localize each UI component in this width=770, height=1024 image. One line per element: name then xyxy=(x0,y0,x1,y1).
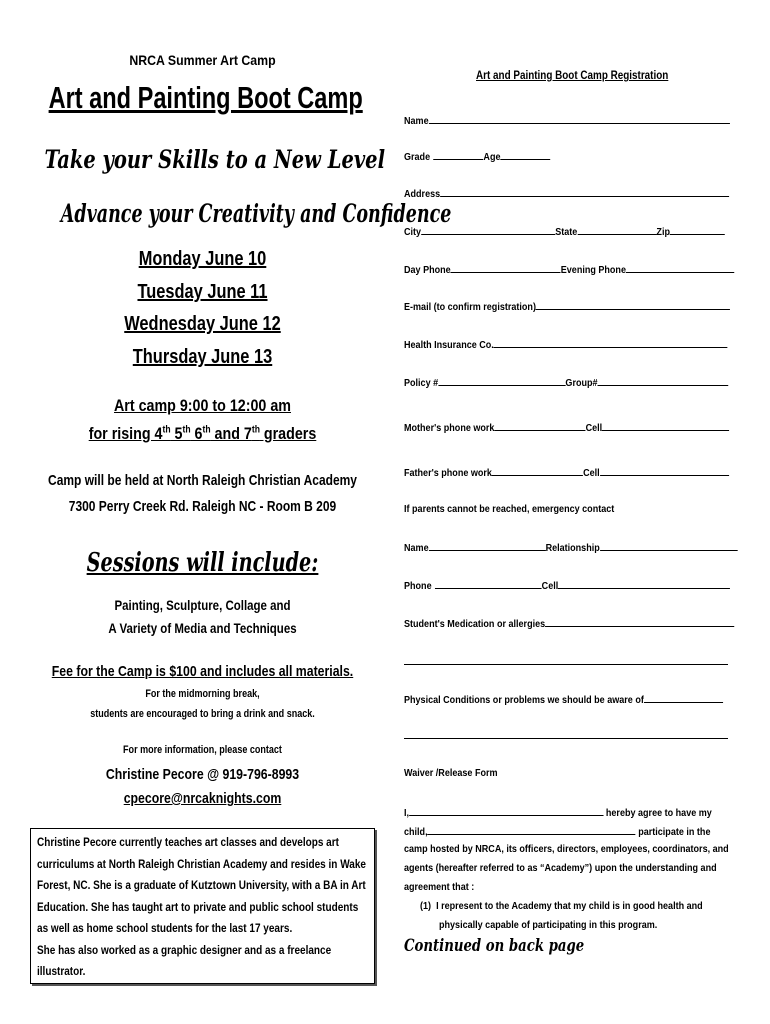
waiver-i-label: I, xyxy=(404,807,410,819)
waiver-item-1-line2: physically capable of participating in this program. xyxy=(439,919,658,931)
page-title: Art and Painting Boot Camp xyxy=(48,80,363,115)
medication-row xyxy=(404,616,734,630)
physical-field[interactable] xyxy=(644,692,723,703)
mother-work-label: Mother's phone work xyxy=(404,422,495,434)
camp-time: Art camp 9:00 to 12:00 am xyxy=(113,396,291,415)
name-label: Name xyxy=(404,115,429,127)
grades-6: 6 xyxy=(190,424,203,443)
father-cell-field[interactable] xyxy=(600,465,729,476)
waiver-item-1 xyxy=(420,900,703,912)
grades-th-3: th xyxy=(202,424,211,436)
address-label: Address xyxy=(404,188,441,200)
grades-and: and 7 xyxy=(210,424,252,443)
address-row xyxy=(404,186,729,200)
state-label: State xyxy=(555,226,578,238)
break-line1: For the midmorning break, xyxy=(145,688,260,700)
instructor-bio-box xyxy=(30,828,375,984)
medication-field[interactable] xyxy=(545,616,734,627)
waiver-title: Waiver /Release Form xyxy=(404,767,498,779)
father-work-field[interactable] xyxy=(492,465,583,476)
grade-field[interactable] xyxy=(434,149,484,160)
break-line2: students are encouraged to bring a drink and snack. xyxy=(90,708,315,720)
physical-line-2[interactable] xyxy=(404,738,728,739)
date-thursday: Thursday June 13 xyxy=(132,346,273,368)
grades-line xyxy=(32,424,372,444)
age-field[interactable] xyxy=(500,149,550,160)
waiver-line-1-end: hereby agree to have my xyxy=(603,807,712,819)
policy-field[interactable] xyxy=(438,375,565,386)
father-work-label: Father's phone work xyxy=(404,467,492,479)
physical-label: Physical Conditions or problems we should be aware of xyxy=(404,694,644,706)
mother-cell-label: Cell xyxy=(585,422,603,434)
emergency-phone-field[interactable] xyxy=(435,578,542,589)
waiver-line-1 xyxy=(404,805,712,819)
city-state-zip-row xyxy=(404,224,725,238)
bio-line: curriculums at North Raleigh Christian Academy and resides in Wake xyxy=(37,858,366,871)
city-label: City xyxy=(404,226,422,238)
state-field[interactable] xyxy=(577,224,656,235)
emergency-name-row xyxy=(404,540,737,554)
emergency-cell-label: Cell xyxy=(541,580,559,592)
bio-line: Education. She has taught art to private and public school students xyxy=(37,901,359,914)
evening-phone-field[interactable] xyxy=(626,262,734,273)
emergency-phone-row xyxy=(404,578,730,592)
grades-5: 5 xyxy=(170,424,183,443)
medication-label: Student's Medication or allergies xyxy=(404,618,546,630)
mother-work-field[interactable] xyxy=(494,420,585,431)
evening-phone-label: Evening Phone xyxy=(560,264,626,276)
emergency-name-label: Name xyxy=(404,542,429,554)
bio-line: Christine Pecore currently teaches art classes and develops art xyxy=(37,837,339,849)
bio-line: She has also worked as a graphic designer and as a freelance xyxy=(37,944,332,957)
phone-row xyxy=(404,262,734,276)
email-field[interactable] xyxy=(536,299,730,310)
info-line: For more information, please contact xyxy=(123,744,282,756)
grades-prefix: for rising 4 xyxy=(88,424,163,443)
grades-th-1: th xyxy=(162,424,171,436)
mother-phone-row xyxy=(404,420,729,434)
grade-label: Grade xyxy=(404,151,431,163)
sessions-line1: Painting, Sculpture, Collage and xyxy=(114,597,291,613)
group-label: Group# xyxy=(565,377,598,389)
grades-th-4: th xyxy=(251,424,260,436)
location-line2: 7300 Perry Creek Rd. Raleigh NC - Room B 209 xyxy=(68,498,337,515)
bio-line: as well as home school students for the last 17 years. xyxy=(37,923,293,935)
child-name-field[interactable] xyxy=(428,824,636,835)
tagline-creativity: Advance your Creativity and Confidence xyxy=(60,199,452,228)
physical-row xyxy=(404,692,723,706)
relationship-label: Relationship xyxy=(545,542,600,554)
contact-email[interactable]: cpecore@nrcaknights.com xyxy=(123,790,282,807)
waiver-line-5: agreement that : xyxy=(404,881,475,893)
grades-suffix: graders xyxy=(259,424,317,443)
waiver-child-label: child, xyxy=(404,826,428,838)
insurance-label: Health Insurance Co. xyxy=(404,339,494,351)
group-field[interactable] xyxy=(598,375,729,386)
name-field[interactable] xyxy=(429,113,730,124)
relationship-field[interactable] xyxy=(600,540,738,551)
insurance-row xyxy=(404,337,728,351)
day-phone-field[interactable] xyxy=(451,262,561,273)
email-row xyxy=(404,299,730,313)
address-field[interactable] xyxy=(440,186,729,197)
father-phone-row xyxy=(404,465,729,479)
father-cell-label: Cell xyxy=(583,467,600,479)
grades-th-2: th xyxy=(182,424,191,436)
sessions-heading: Sessions will include: xyxy=(86,548,319,578)
name-row xyxy=(404,113,730,127)
emergency-heading: If parents cannot be reached, emergency contact xyxy=(404,503,615,515)
emergency-name-field[interactable] xyxy=(429,540,546,551)
date-wednesday: Wednesday June 12 xyxy=(124,313,281,335)
waiver-line-2-end: participate in the xyxy=(635,826,711,838)
policy-row xyxy=(404,375,728,389)
continued-note: Continued on back page xyxy=(404,936,585,956)
emergency-phone-label: Phone xyxy=(404,580,432,592)
bio-line: illustrator. xyxy=(37,966,86,978)
policy-label: Policy # xyxy=(404,377,439,389)
waiver-item-1-line1: I represent to the Academy that my child is in good health and xyxy=(436,900,703,912)
waiver-line-4: agents (hereafter referred to as “Academy”) upon the understanding and xyxy=(404,862,717,874)
city-field[interactable] xyxy=(421,224,555,235)
form-title: Art and Painting Boot Camp Registration xyxy=(476,70,669,82)
zip-label: Zip xyxy=(656,226,670,238)
tagline-skills: Take your Skills to a New Level xyxy=(44,145,385,174)
location-line1: Camp will be held at North Raleigh Christian Academy xyxy=(48,472,357,489)
waiver-item-1-number: (1) xyxy=(420,900,432,912)
waiver-line-3: camp hosted by NRCA, its officers, directors, employees, coordinators, and xyxy=(404,843,729,855)
date-tuesday: Tuesday June 11 xyxy=(137,281,268,303)
parent-name-field[interactable] xyxy=(409,805,603,816)
contact-name-phone: Christine Pecore @ 919-796-8993 xyxy=(105,766,300,783)
insurance-field[interactable] xyxy=(494,337,728,348)
zip-field[interactable] xyxy=(670,224,725,235)
fee-line: Fee for the Camp is $100 and includes all materials. xyxy=(51,663,354,680)
emergency-cell-field[interactable] xyxy=(558,578,730,589)
medication-line-2[interactable] xyxy=(404,664,728,665)
sessions-line2: A Variety of Media and Techniques xyxy=(108,620,297,636)
bio-line: Forest, NC. She is a graduate of Kutztown University, with a BA in Art xyxy=(37,880,366,892)
grade-age-row xyxy=(404,149,550,163)
date-monday: Monday June 10 xyxy=(138,248,267,270)
email-label: E-mail (to confirm registration) xyxy=(404,301,536,313)
age-label: Age xyxy=(483,151,501,163)
waiver-line-2 xyxy=(404,824,710,838)
camp-label: NRCA Summer Art Camp xyxy=(129,52,276,68)
mother-cell-field[interactable] xyxy=(602,420,729,431)
day-phone-label: Day Phone xyxy=(404,264,451,276)
